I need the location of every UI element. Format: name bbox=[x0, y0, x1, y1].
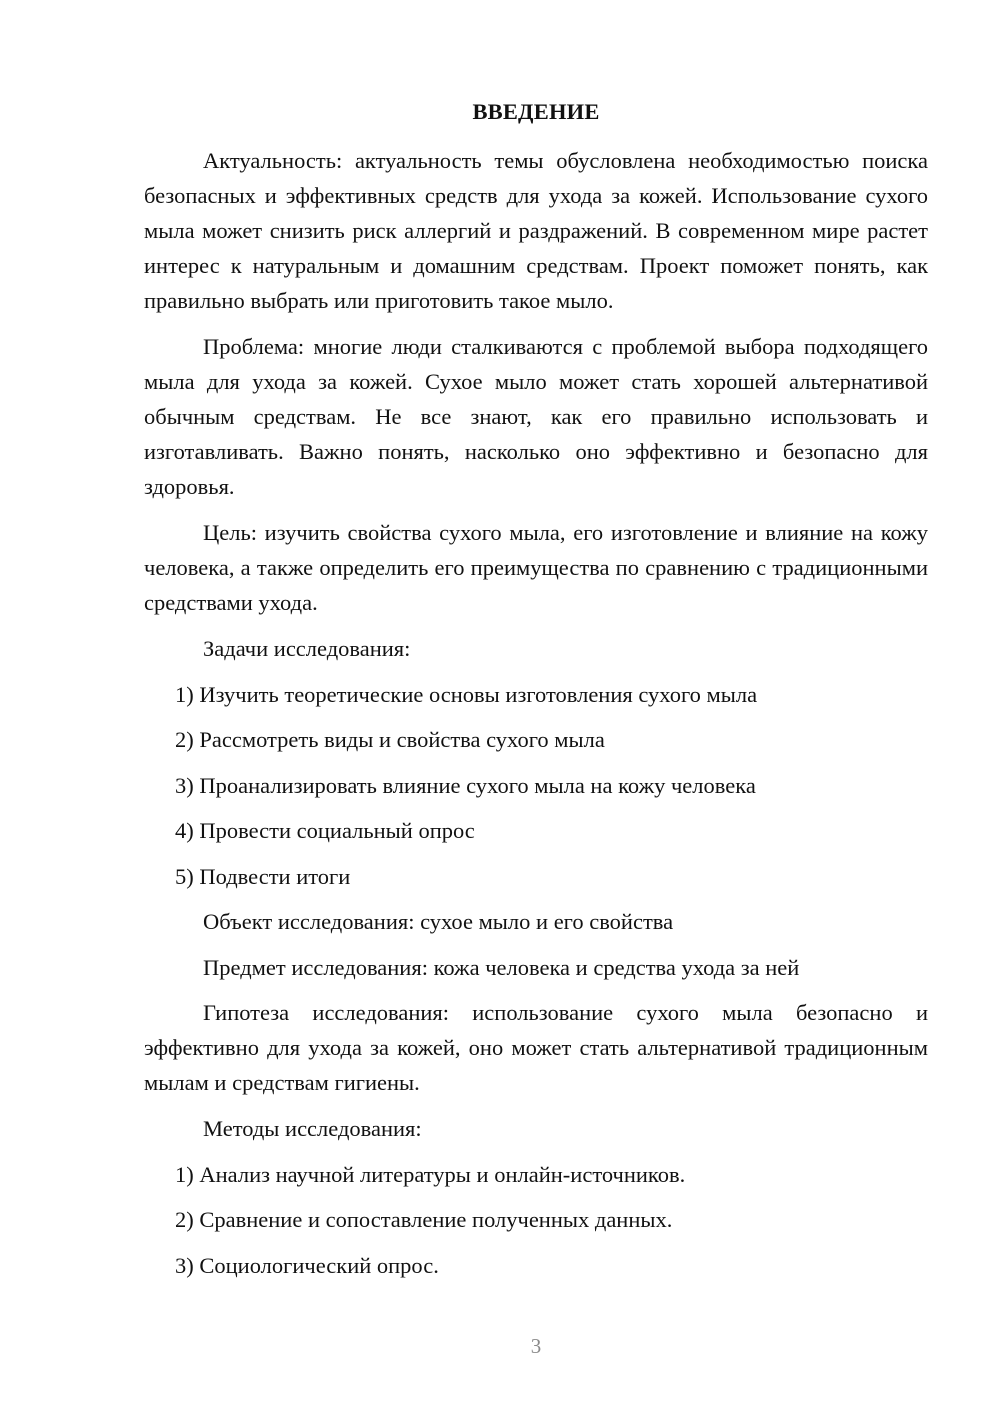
document-page bbox=[144, 94, 928, 1293]
tasks-title: Задачи исследования: bbox=[203, 636, 411, 661]
methods-title: Методы исследования: bbox=[203, 1116, 422, 1141]
task-item: 4) Провести социальный опрос bbox=[175, 818, 475, 843]
task-item: 3) Проанализировать влияние сухого мыла на кожу человека bbox=[175, 772, 756, 798]
page-title: ВВЕДЕНИЕ bbox=[472, 99, 600, 124]
task-item: 2) Рассмотреть виды и свойства сухого мыла bbox=[175, 727, 605, 752]
research-subject: Предмет исследования: кожа человека и средства ухода за ней bbox=[203, 954, 800, 980]
method-item: 1) Анализ научной литературы и онлайн-источников. bbox=[175, 1161, 686, 1187]
goal-paragraph: Цель: изучить свойства сухого мыла, его изготовление и влияние на кожу человека, а также определить его преимущества по сравнению с традиционными средствами ухода. bbox=[144, 520, 928, 615]
task-item: 5) Подвести итоги bbox=[175, 863, 351, 889]
research-object: Объект исследования: сухое мыло и его свойства bbox=[203, 909, 674, 934]
page-number: 3 bbox=[530, 1334, 542, 1358]
method-item: 3) Социологический опрос. bbox=[175, 1252, 439, 1278]
task-item: 1) Изучить теоретические основы изготовления сухого мыла bbox=[175, 681, 758, 707]
hypothesis-paragraph: Гипотеза исследования: использование сухого мыла безопасно и эффективно для ухода за кожей, оно может стать альтернативой традиционным мылам и средствам гигиены. bbox=[144, 1000, 928, 1095]
problem-paragraph: Проблема: многие люди сталкиваются с проблемой выбора подходящего мыла для ухода за кожей. Сухое мыло может стать хорошей альтернативой обычным средствам. Не все знают, как его правильно использовать и изготавливать. Важно понять, насколько оно эффективно и безопасно для здоровья. bbox=[144, 334, 928, 499]
methods-list bbox=[144, 1157, 928, 1283]
method-item: 2) Сравнение и сопоставление полученных данных. bbox=[175, 1207, 673, 1232]
tasks-list bbox=[144, 677, 928, 894]
relevance-paragraph: Актуальность: актуальность темы обусловлена необходимостью поиска безопасных и эффективных средств для ухода за кожей. Использование сухого мыла может снизить риск аллергий и раздражений. В современном мире растет интерес к натуральным и домашним средствам. Проект поможет понять, как правильно выбрать или приготовить такое мыло. bbox=[144, 148, 928, 313]
